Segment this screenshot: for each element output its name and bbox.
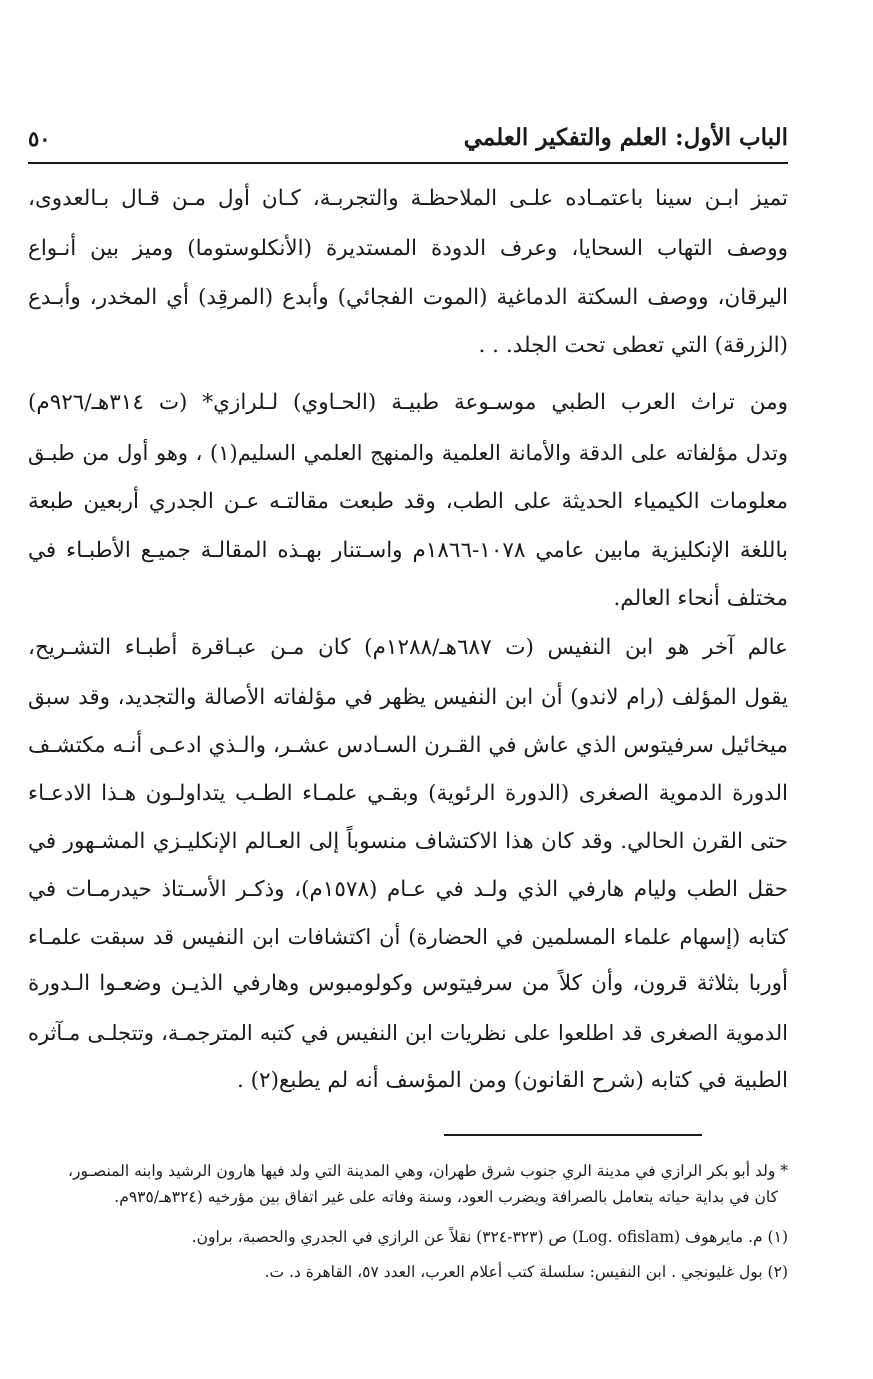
text-line: الدموية الصغرى قد اطلعوا على نظريات ابن النفيس في كتبه المترجمـة، وتتجلـى مـآثره bbox=[28, 1021, 788, 1045]
page-number: ٥٠ bbox=[28, 126, 51, 151]
text-line: ميخائيل سرفيتوس الذي عاش في القـرن السـادس عشـر، والـذي ادعـى أنـه مكتشـف bbox=[28, 733, 788, 758]
text-line: وتدل مؤلفاته على الدقة والأمانة العلمية والمنهج العلمي السليم(١) ، وهو أول من طبـق bbox=[28, 441, 788, 465]
text-line: حتى القرن الحالي. وقد كان هذا الاكتشاف منسوباً إلى العـالم الإنكليـزي المشـهور في bbox=[28, 829, 788, 854]
text-line: حقل الطب وليام هارفي الذي ولـد في عـام (١٥٧٨م)، وذكـر الأسـتاذ حيدرمـات في bbox=[28, 877, 788, 902]
text-line: يقول المؤلف (رام لاندو) أن ابن النفيس يظهر في مؤلفاته الأصالة والتجديد، وقد سبق bbox=[28, 685, 788, 710]
footnote: (١) م. مايرهوف (Log. ofislam) ص (٣٢٣-٣٢٤) نقلاً عن الرازي في الجدري والحصبة، براون. bbox=[191, 1228, 788, 1246]
text-line: اليرقان، ووصف السكتة الدماغية (الموت الفجائي) وأبدع (المرقِد) أي المخدر، وأبـدع bbox=[28, 285, 788, 310]
text-line: باللغة الإنكليزية مابين عامي ١٠٧٨-١٨٦٦م واسـتنار بهـذه المقالـة جميـع الأطبـاء في bbox=[28, 538, 788, 563]
text-line: (الزرقة) التي تعطى تحت الجلد. . . bbox=[478, 333, 788, 358]
text-line: مختلف أنحاء العالم. bbox=[613, 586, 788, 611]
footnote: (٢) بول غليونجي . ابن النفيس: سلسلة كتب أعلام العرب، العدد ٥٧، القاهرة د. ت. bbox=[264, 1263, 788, 1281]
footnote: كان في بداية حياته يتعامل بالصرافة ويضرب العود، وسنة وفاته على غير اتفاق بين مؤرخيه (٣٢٤هـ/٩٣٥م. bbox=[114, 1188, 778, 1206]
running-header bbox=[28, 118, 788, 164]
text-line: عالم آخر هو ابن النفيس (ت ٦٨٧هـ/١٢٨٨م) كان مـن عبـاقرة أطبـاء التشـريح، bbox=[28, 635, 788, 660]
text-line: تميز ابـن سينا باعتمـاده علـى الملاحظـة والتجربـة، كـان أول مـن قـال بـالعدوى، bbox=[28, 186, 788, 211]
chapter-title: الباب الأول: العلم والتفكير العلمي bbox=[463, 124, 788, 151]
text-line: ووصف التهاب السحايا، وعرف الدودة المستديرة (الأنكلوستوما) وميز بين أنـواع bbox=[28, 236, 788, 261]
footnote-separator bbox=[444, 1134, 702, 1136]
footnote: * ولد أبو بكر الرازي في مدينة الري جنوب شرق طهران، وهي المدينة التي ولد فيها هارون الرشيد وابنه المنصـور، bbox=[68, 1162, 788, 1180]
text-line: الدورة الدموية الصغرى (الدورة الرئوية) وبقـي علمـاء الطـب يتداولـون هـذا الادعـاء bbox=[28, 781, 788, 806]
text-line: معلومات الكيمياء الحديثة على الطب، وقد طبعت مقالتـه عـن الجدري أربعين طبعة bbox=[28, 489, 788, 514]
text-line: ومن تراث العرب الطبي موسـوعة طبيـة (الحـاوي) لـلرازي* (ت ٣١٤هـ/٩٢٦م) bbox=[28, 390, 788, 415]
text-line: الطبية في كتابه (شرح القانون) ومن المؤسف أنه لم يطبع(٢) . bbox=[236, 1068, 788, 1093]
text-line: أوربا بثلاثة قرون، وأن كلاً من سرفيتوس وكولومبوس وهارفي الذيـن وضعـوا الـدورة bbox=[28, 971, 788, 996]
text-line: كتابه (إسهام علماء المسلمين في الحضارة) أن اكتشافات ابن النفيس قد سبقت علمـاء bbox=[28, 925, 788, 949]
